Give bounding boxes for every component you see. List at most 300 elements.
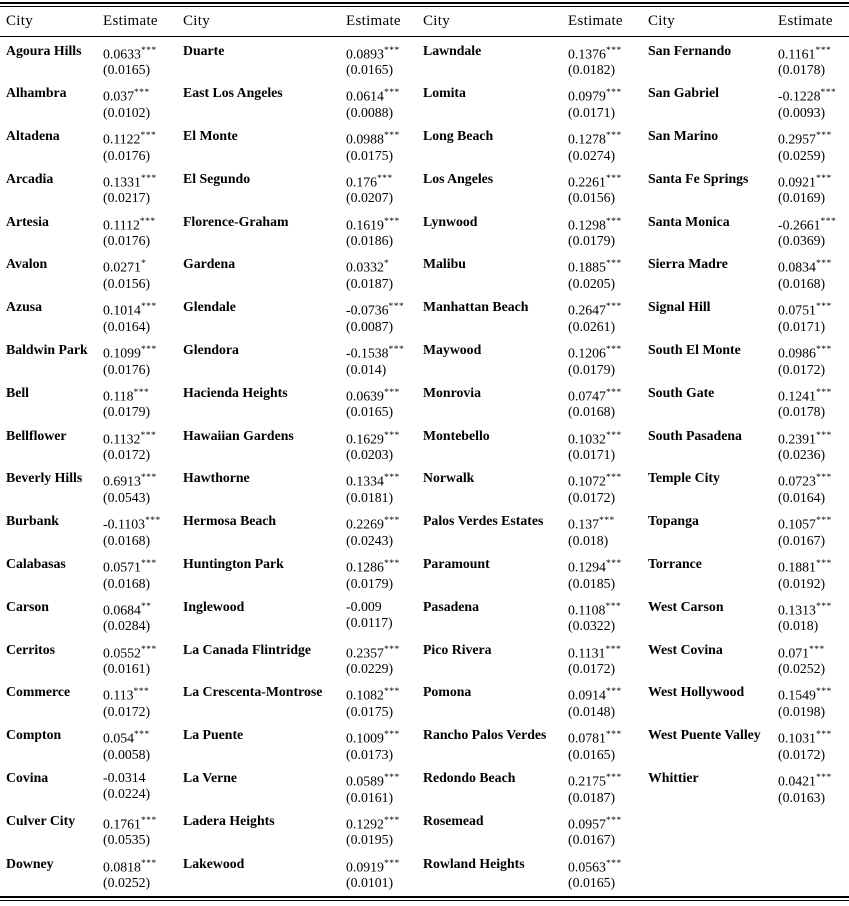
city-name-cell: Downey [6,855,54,871]
estimate-cell [778,83,849,126]
estimate-cell [103,597,183,640]
estimate-value: -0.2661 [778,217,821,233]
estimate-value: 0.0271 [103,260,141,276]
standard-error: (0.0322) [568,618,616,634]
estimate-value: 0.1132 [103,431,141,447]
significance-stars: *** [140,430,157,441]
standard-error: (0.0178) [778,62,826,78]
standard-error: (0.0164) [778,490,826,506]
significance-stars: *** [815,473,832,484]
estimate-cell [103,41,183,84]
significance-stars: *** [815,687,832,698]
standard-error: (0.0195) [346,832,394,848]
standard-error: (0.0173) [346,746,394,762]
standard-error: (0.0224) [103,786,151,802]
estimate-value: 0.0988 [346,131,384,147]
estimate-value: 0.1292 [346,816,384,832]
city-name-cell: Avalon [6,256,48,272]
estimate-value: 0.1376 [568,46,606,62]
estimate-cell [346,597,423,640]
estimate-cell [568,511,648,554]
city-name-cell: Florence-Graham [183,213,289,229]
significance-stars: *** [605,259,622,270]
city-name-cell: Manhattan Beach [423,299,529,315]
city-name-cell: Pomona [423,684,472,700]
significance-stars: *** [388,345,405,356]
city-name-cell: Los Angeles [423,170,494,186]
column-header-city-3: City [423,13,451,29]
significance-stars: *** [133,387,150,398]
standard-error: (0.0093) [778,104,826,120]
significance-stars: *** [815,730,832,741]
estimate-value: 0.0747 [568,388,606,404]
standard-error: (0.0117) [346,614,393,630]
column-header-estimate-3: Estimate [568,13,623,29]
standard-error: (0.0543) [103,490,151,506]
significance-stars: *** [815,302,832,313]
estimate-value: 0.1278 [568,131,606,147]
standard-error: (0.0172) [778,361,826,377]
city-name-cell: Long Beach [423,128,494,144]
estimate-value: 0.1331 [103,174,141,190]
city-name-cell: Burbank [6,513,59,529]
column-header-estimate-1: Estimate [103,13,158,29]
standard-error: (0.0176) [103,233,151,249]
city-name-cell: Duarte [183,42,225,58]
estimate-cell [103,511,183,554]
standard-error: (0.0179) [568,361,616,377]
city-name-cell: Altadena [6,128,60,144]
significance-stars: *** [605,173,622,184]
city-name-cell: La Canada Flintridge [183,641,312,657]
estimate-value: 0.0563 [568,859,606,875]
significance-stars: *** [605,430,622,441]
standard-error: (0.0179) [568,233,616,249]
estimate-value: 0.0723 [778,474,816,490]
standard-error: (0.0535) [103,832,151,848]
city-name-cell: Montebello [423,427,490,443]
city-name-cell: Monrovia [423,384,481,400]
estimate-cell [778,468,849,511]
estimate-value: 0.037 [103,88,135,104]
standard-error: (0.0284) [103,618,151,634]
column-header-city-4: City [648,13,676,29]
estimate-value: 0.0921 [778,174,816,190]
significance-stars: *** [815,131,832,142]
estimate-cell [568,597,648,640]
standard-error: (0.0172) [103,704,151,720]
significance-stars: *** [815,559,832,570]
standard-error: (0.0171) [778,318,826,334]
significance-stars: *** [140,559,157,570]
significance-stars: *** [383,730,400,741]
standard-error: (0.0176) [103,361,151,377]
city-name-cell: Artesia [6,213,49,229]
standard-error: (0.0164) [103,318,151,334]
city-name-cell: Sierra Madre [648,256,728,272]
standard-error: (0.0175) [346,704,394,720]
estimate-value: 0.1082 [346,688,384,704]
estimate-cell [778,854,849,897]
estimate-value: 0.2269 [346,516,384,532]
estimate-value: 0.0986 [778,345,816,361]
significance-stars: *** [815,430,832,441]
city-name-cell: Inglewood [183,598,245,614]
estimate-cell [103,212,183,255]
standard-error: (0.0182) [568,62,616,78]
city-name-cell: Lawndale [423,42,482,58]
significance-stars: *** [140,131,157,142]
city-name-cell: Ladera Heights [183,812,275,828]
estimate-value: 0.1108 [568,602,606,618]
city-name-cell: Bellflower [6,427,67,443]
standard-error: (0.0252) [778,661,826,677]
estimate-value: 0.2261 [568,174,606,190]
estimate-cell [346,83,423,126]
significance-stars: *** [140,345,157,356]
city-name-cell: Temple City [648,470,720,486]
column-header-city-2: City [183,13,211,29]
significance-stars: *** [140,815,157,826]
significance-stars: *** [140,173,157,184]
estimate-cell [778,597,849,640]
estimate-value: -0.1103 [103,516,146,532]
standard-error: (0.0168) [568,404,616,420]
estimate-cell [568,297,648,340]
standard-error: (0.0176) [103,147,151,163]
significance-stars: *** [140,473,157,484]
significance-stars: *** [605,858,622,869]
significance-stars: ** [140,601,152,612]
bottom-double-rule [0,896,849,901]
standard-error: (0.0252) [103,875,151,891]
standard-error: (0.0229) [346,661,394,677]
estimate-value: 0.0914 [568,688,606,704]
estimate-cell [103,126,183,169]
estimate-value: 0.1885 [568,260,606,276]
significance-stars: *** [383,644,400,655]
column-header-estimate-4: Estimate [778,13,833,29]
city-name-cell: Arcadia [6,170,54,186]
estimate-cell [103,340,183,383]
standard-error: (0.0369) [778,233,826,249]
city-name-cell: Topanga [648,513,699,529]
estimate-cell [346,212,423,255]
city-name-cell: Whittier [648,770,699,786]
estimate-value: 0.1009 [346,730,384,746]
significance-stars: *** [605,730,622,741]
estimate-value: 0.1122 [103,131,141,147]
standard-error: (0.0102) [103,104,151,120]
estimate-value: 0.0552 [103,645,141,661]
estimate-cell [103,426,183,469]
standard-error: (0.0167) [568,832,616,848]
city-name-cell [648,811,778,854]
estimate-cell [568,640,648,683]
standard-error: (0.0165) [346,404,394,420]
estimate-cell [346,811,423,854]
significance-stars: *** [605,216,622,227]
estimate-value: 0.1131 [568,645,606,661]
standard-error: (0.0207) [346,190,394,206]
city-name-cell: Commerce [6,684,71,700]
city-name-cell: Compton [6,727,62,743]
significance-stars: *** [605,88,622,99]
estimate-value: 0.1619 [346,217,384,233]
estimate-value: 0.2357 [346,645,384,661]
estimate-value: 0.1241 [778,388,816,404]
significance-stars: *** [383,773,400,784]
city-name-cell: Signal Hill [648,299,711,315]
significance-stars: * [383,259,390,270]
standard-error: (0.018) [778,618,819,634]
estimate-value: 0.2957 [778,131,816,147]
significance-stars: *** [605,815,622,826]
significance-stars: *** [605,687,622,698]
estimate-value: 0.0639 [346,388,384,404]
estimate-cell [103,83,183,126]
significance-stars: *** [140,644,157,655]
estimate-cell [568,468,648,511]
significance-stars: *** [820,88,837,99]
significance-stars: *** [809,644,825,655]
city-name-cell: La Verne [183,770,238,786]
standard-error: (0.0172) [778,746,826,762]
estimate-value: 0.0589 [346,773,384,789]
significance-stars: *** [140,302,157,313]
standard-error: (0.0274) [568,147,616,163]
estimate-value: 0.2391 [778,431,816,447]
estimate-value: 0.113 [103,688,134,704]
standard-error: (0.0148) [568,704,616,720]
estimate-value: -0.0736 [346,302,389,318]
estimate-value: 0.1761 [103,816,141,832]
estimate-value: 0.0781 [568,730,606,746]
column-header-estimate-2: Estimate [346,13,401,29]
significance-stars: *** [388,302,405,313]
estimate-value: -0.0314 [103,770,146,786]
estimate-value: 0.071 [778,645,810,661]
city-name-cell: La Crescenta-Montrose [183,684,323,700]
standard-error: (0.0172) [103,447,151,463]
significance-stars: *** [383,516,400,527]
city-name-cell: Hermosa Beach [183,513,277,529]
estimate-cell [346,426,423,469]
estimate-cell [103,169,183,212]
estimate-value: 0.1031 [778,730,816,746]
estimate-cell [346,383,423,426]
city-name-cell: Torrance [648,556,702,572]
city-name-cell: Glendale [183,299,236,315]
standard-error: (0.0198) [778,704,826,720]
city-name-cell: El Segundo [183,170,251,186]
estimate-cell [346,511,423,554]
city-name-cell: Hawthorne [183,470,250,486]
estimate-cell [778,169,849,212]
estimate-cell [778,383,849,426]
estimate-value: 0.0834 [778,260,816,276]
estimate-value: 0.118 [103,388,134,404]
city-name-cell: Maywood [423,342,482,358]
estimate-cell [346,41,423,84]
city-name-cell: South El Monte [648,342,741,358]
city-name-cell: El Monte [183,128,238,144]
city-name-cell: Calabasas [6,556,66,572]
estimate-value: 0.054 [103,730,135,746]
city-name-cell: West Covina [648,641,723,657]
estimate-cell [103,682,183,725]
standard-error: (0.018) [568,532,609,548]
estimate-value: 0.0893 [346,46,384,62]
city-name-cell: Agoura Hills [6,42,82,58]
city-name-cell: Alhambra [6,85,67,101]
estimate-cell [778,725,849,768]
estimate-value: 0.1072 [568,474,606,490]
city-name-cell: Covina [6,770,49,786]
estimate-cell [103,554,183,597]
estimate-value: 0.1032 [568,431,606,447]
significance-stars: *** [605,45,622,56]
estimate-cell [778,640,849,683]
estimate-cell [103,468,183,511]
city-name-cell: Huntington Park [183,556,284,572]
city-name-cell: Hawaiian Gardens [183,427,294,443]
estimate-value: 0.1161 [778,46,816,62]
significance-stars: *** [815,345,832,356]
significance-stars: *** [139,216,156,227]
estimate-cell [346,768,423,811]
estimate-cell [103,725,183,768]
significance-stars: *** [815,601,832,612]
estimate-cell [778,41,849,84]
significance-stars: *** [383,858,400,869]
estimate-value: 0.1286 [346,559,384,575]
standard-error: (0.0088) [346,104,394,120]
significance-stars: *** [383,815,400,826]
city-name-cell [648,854,778,897]
estimate-cell [568,41,648,84]
standard-error: (0.0163) [778,789,826,805]
estimate-value: 0.1294 [568,559,606,575]
significance-stars: *** [383,131,400,142]
significance-stars: *** [605,345,622,356]
estimate-value: 0.2647 [568,302,606,318]
estimate-cell [778,554,849,597]
estimate-value: 0.1313 [778,602,816,618]
city-name-cell: Palos Verdes Estates [423,513,544,529]
city-name-cell: Lakewood [183,855,245,871]
city-name-cell: Lomita [423,85,466,101]
estimate-value: 0.1334 [346,474,384,490]
estimate-value: 0.1549 [778,688,816,704]
city-name-cell: Bell [6,384,29,400]
standard-error: (0.0179) [346,575,394,591]
standard-error: (0.0165) [103,62,151,78]
significance-stars: *** [815,45,832,56]
estimate-value: 0.1206 [568,345,606,361]
estimate-value: 0.0571 [103,559,141,575]
estimate-value: 0.1881 [778,559,816,575]
estimate-cell [568,169,648,212]
significance-stars: *** [605,601,622,612]
city-name-cell: Rosemead [423,812,484,828]
estimate-value: -0.1228 [778,88,821,104]
city-name-cell: West Hollywood [648,684,745,700]
estimate-value: 0.0332 [346,260,384,276]
estimate-cell [103,768,183,811]
estimate-cell [568,212,648,255]
estimate-value: 0.1112 [103,217,140,233]
standard-error: (0.0168) [103,532,151,548]
estimate-value: 0.1057 [778,516,816,532]
standard-error: (0.0156) [103,276,151,292]
city-name-cell: East Los Angeles [183,85,283,101]
significance-stars: *** [383,687,400,698]
estimate-cell [568,554,648,597]
city-name-cell: Hacienda Heights [183,384,288,400]
estimate-cell [568,768,648,811]
estimate-cell [568,725,648,768]
significance-stars: *** [815,173,832,184]
significance-stars: *** [383,430,400,441]
city-name-cell: Gardena [183,256,236,272]
estimate-cell [346,682,423,725]
standard-error: (0.0169) [778,190,826,206]
city-name-cell: Cerritos [6,641,56,657]
estimate-cell [778,682,849,725]
estimate-value: -0.1538 [346,345,389,361]
significance-stars: *** [383,387,400,398]
city-name-cell: South Pasadena [648,427,742,443]
significance-stars: *** [134,730,150,741]
city-name-cell: Pasadena [423,598,479,614]
significance-stars: *** [815,387,832,398]
significance-stars: *** [605,131,622,142]
city-name-cell: West Carson [648,598,724,614]
standard-error: (0.0168) [103,575,151,591]
city-name-cell: Azusa [6,299,43,315]
city-name-cell: San Marino [648,128,719,144]
estimate-cell [778,811,849,854]
significance-stars: *** [140,858,157,869]
city-name-cell: Malibu [423,256,466,272]
estimate-cell [346,297,423,340]
standard-error: (0.0101) [346,875,394,891]
city-name-cell: Glendora [183,342,239,358]
city-name-cell: Santa Fe Springs [648,170,749,186]
city-name-cell: Baldwin Park [6,342,88,358]
estimate-cell [568,254,648,297]
estimate-cell [103,640,183,683]
estimate-value: 0.1629 [346,431,384,447]
estimate-cell [568,383,648,426]
estimate-value: 0.0421 [778,773,816,789]
estimate-value: 0.0751 [778,302,816,318]
significance-stars: *** [140,45,157,56]
estimate-value: -0.009 [346,598,382,614]
estimate-cell [778,426,849,469]
significance-stars: *** [383,216,400,227]
column-header-city-1: City [6,13,34,29]
standard-error: (0.0165) [568,746,616,762]
city-name-cell: West Puente Valley [648,727,761,743]
estimate-cell [346,854,423,897]
standard-error: (0.0187) [346,276,394,292]
standard-error: (0.0167) [778,532,826,548]
significance-stars: *** [605,773,622,784]
estimate-value: 0.2175 [568,773,606,789]
estimate-value: 0.0818 [103,859,141,875]
